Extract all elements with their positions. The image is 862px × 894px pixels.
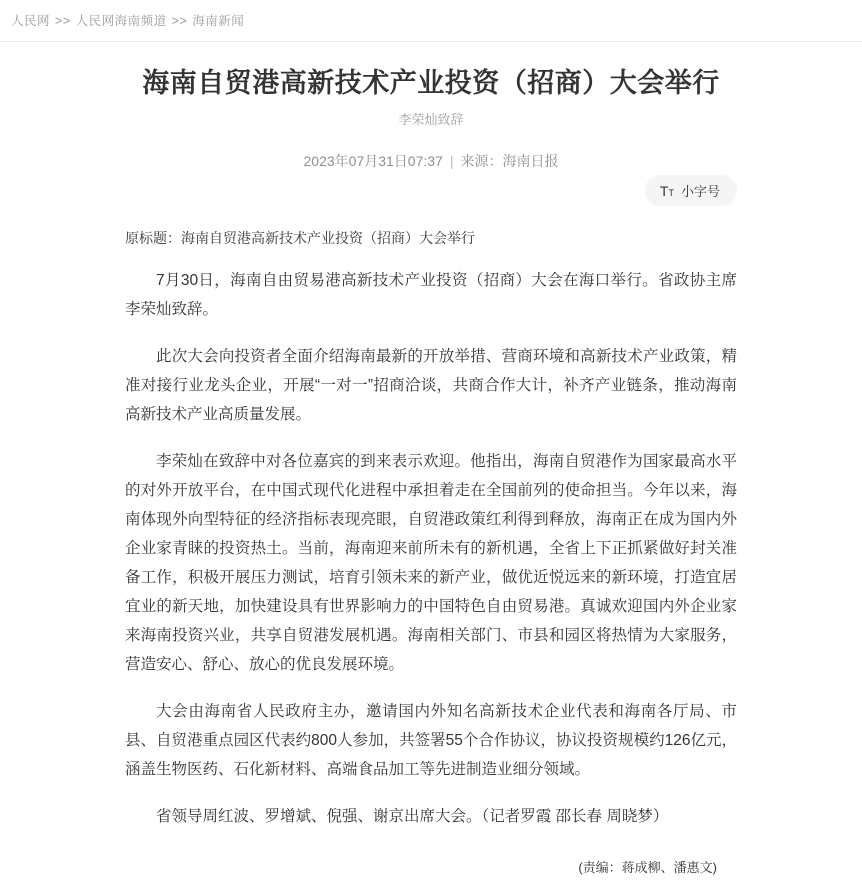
font-size-button[interactable]	[645, 175, 737, 206]
breadcrumb-separator: >>	[171, 14, 188, 28]
page-title: 海南自贸港高新技术产业投资（招商）大会举行	[142, 68, 720, 98]
breadcrumb-link-peoples-daily[interactable]: 人民网	[11, 14, 51, 28]
article-container	[125, 66, 737, 894]
meta-separator: |	[449, 153, 454, 169]
breadcrumb	[0, 0, 862, 41]
original-title-label: 原标题：	[125, 230, 181, 246]
article-paragraph: 7月30日，海南自由贸易港高新技术产业投资（招商）大会在海口举行。省政协主席李荣灿致辞。	[125, 272, 737, 318]
publish-date: 2023年07月31日07:37	[303, 153, 443, 169]
article-paragraph: 大会由海南省人民政府主办，邀请国内外知名高新技术企业代表和海南各厅局、市县、自贸港重点园区代表约800人参加，共签署55个合作协议，协议投资规模约126亿元，涵盖生物医药、石化新材料、高端食品加工等先进制造业细分领域。	[125, 703, 737, 778]
article-paragraph: 李荣灿在致辞中对各位嘉宾的到来表示欢迎。他指出，海南自贸港作为国家最高水平的对外开放平台，在中国式现代化进程中承担着走在全国前列的使命担当。今年以来，海南体现外向型特征的经济指标表现亮眼，自贸港政策红利得到释放，海南正在成为国内外企业家青睐的投资热土。当前，海南迎来前所未有的新机遇，全省上下正抓紧做好封关准备工作，积极开展压力测试，培育引领未来的新产业，做优近悦远来的新环境，打造宜居宜业的新天地，加快建设具有世界影响力的中国特色自由贸易港。真诚欢迎国内外企业家来海南投资兴业，共享自贸港发展机遇。海南相关部门、市县和园区将热情为大家服务，营造安心、舒心、放心的优良发展环境。	[125, 453, 737, 673]
font-size-label: 小字号	[680, 184, 720, 199]
article-subtitle: 李荣灿致辞	[398, 112, 464, 127]
original-title	[125, 228, 737, 248]
source-label: 来源：	[460, 153, 503, 169]
breadcrumb-separator: >>	[55, 14, 71, 28]
article-paragraph: 省领导周红波、罗增斌、倪强、谢京出席大会。（记者罗霞 邵长春 周晓梦）	[156, 808, 669, 825]
font-size-icon: TT	[659, 183, 674, 199]
source-link[interactable]: 海南日报	[502, 153, 559, 169]
article-meta	[125, 151, 737, 171]
editor-note: (责编：蒋成柳、潘惠文)	[578, 860, 717, 875]
article-content	[125, 266, 737, 831]
breadcrumb-link-hainan-channel[interactable]: 人民网海南频道	[75, 14, 167, 28]
article-toolbar	[125, 175, 737, 206]
original-title-text: 海南自贸港高新技术产业投资（招商）大会举行	[181, 230, 475, 246]
header-divider	[0, 41, 862, 42]
breadcrumb-link-hainan-news[interactable]: 海南新闻	[192, 14, 245, 28]
article-paragraph: 此次大会向投资者全面介绍海南最新的开放举措、营商环境和高新技术产业政策，精准对接行业龙头企业，开展“一对一”招商洽谈，共商合作大计，补齐产业链条，推动海南高新技术产业高质量发展。	[125, 348, 737, 423]
